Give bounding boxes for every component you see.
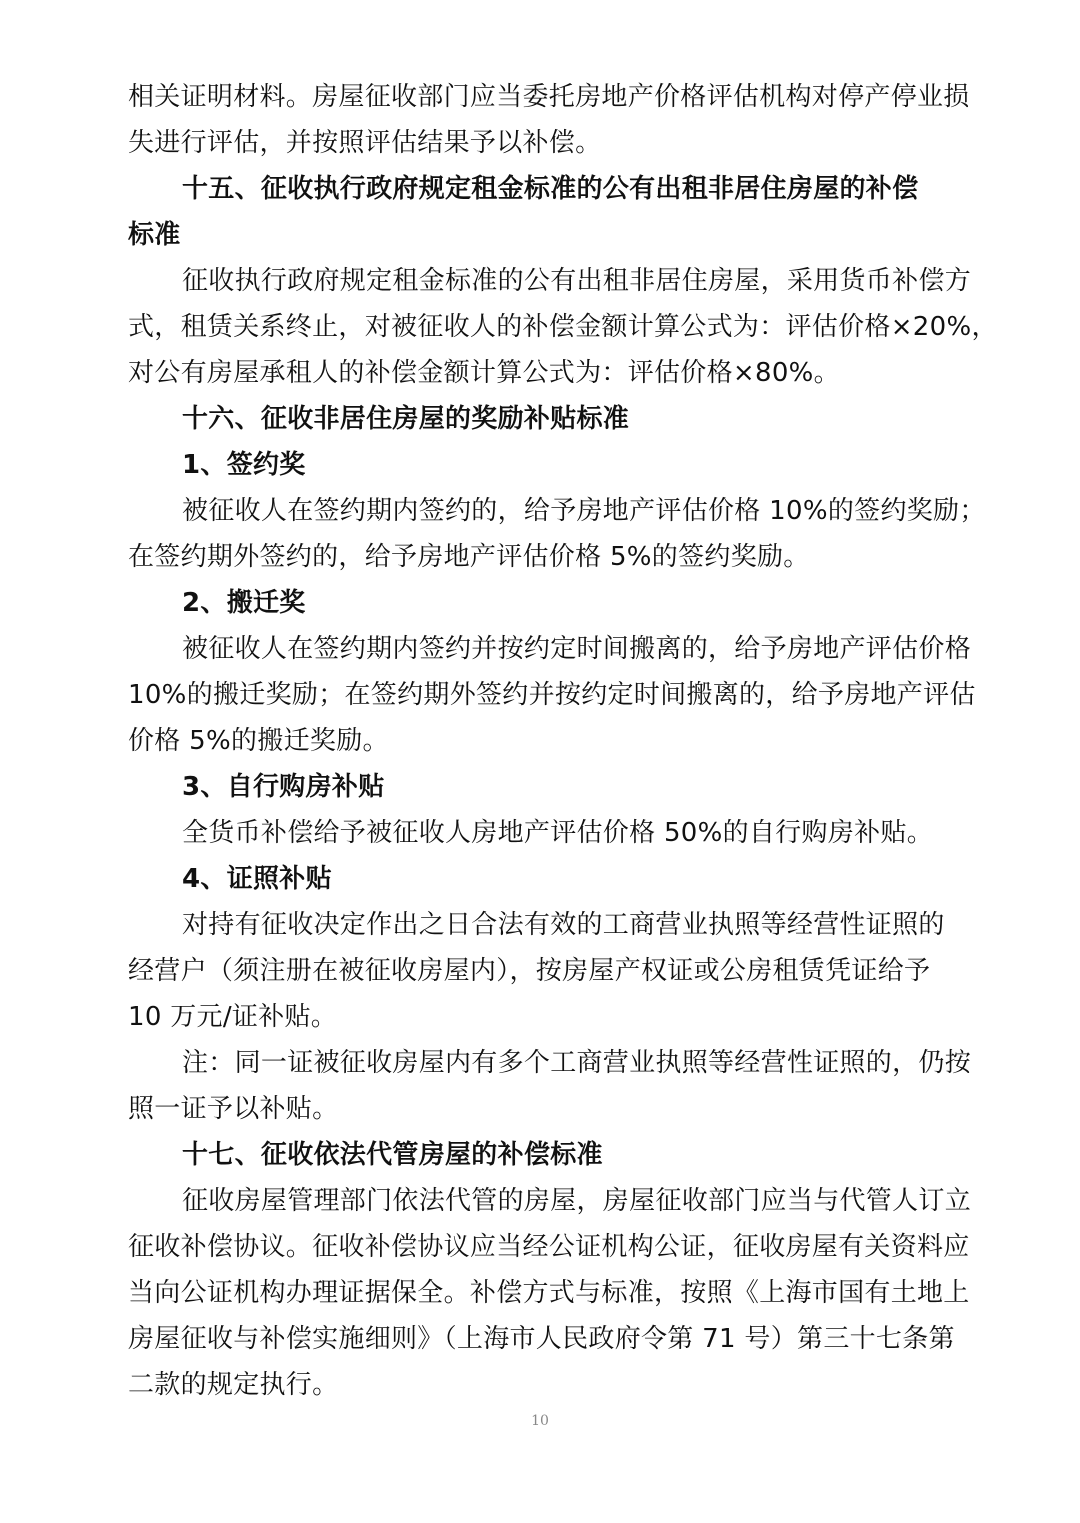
paragraph-start: 对持有征收决定作出之日合法有效的工商营业执照等经营性证照的 xyxy=(182,910,945,940)
subheading-signing-bonus: 1、签约奖 xyxy=(182,450,306,480)
subheading-license-subsidy: 4、证照补贴 xyxy=(182,864,332,894)
paragraph-start: 被征收人在签约期内签约并按约定时间搬离的，给予房地产评估价格 xyxy=(182,634,972,664)
body-line: 经营户（须注册在被征收房屋内），按房屋产权证或公房租赁凭证给予 xyxy=(128,956,931,986)
body-line: 对公有房屋承租人的补偿金额计算公式为：评估价格×80%。 xyxy=(128,358,840,388)
note-paragraph: 注：同一证被征收房屋内有多个工商营业执照等经营性证照的，仍按 xyxy=(182,1048,972,1078)
body-line: 房屋征收与补偿实施细则》（上海市人民政府令第 71 号）第三十七条第 xyxy=(128,1324,955,1354)
body-line: 式，租赁关系终止，对被征收人的补偿金额计算公式为：评估价格×20%， xyxy=(128,312,998,342)
paragraph-start: 征收执行政府规定租金标准的公有出租非居住房屋，采用货币补偿方 xyxy=(182,266,972,296)
section-heading-15: 十五、征收执行政府规定租金标准的公有出租非居住房屋的补偿 xyxy=(182,174,919,204)
body-line: 价格 5%的搬迁奖励。 xyxy=(128,726,389,756)
page-number: 10 xyxy=(531,1413,549,1429)
paragraph-start: 全货币补偿给予被征收人房地产评估价格 50%的自行购房补贴。 xyxy=(182,818,934,848)
body-line: 在签约期外签约的，给予房地产评估价格 5%的签约奖励。 xyxy=(128,542,810,572)
body-line: 二款的规定执行。 xyxy=(128,1370,339,1400)
body-line: 当向公证机构办理证据保全。补偿方式与标准，按照《上海市国有土地上 xyxy=(128,1278,970,1308)
body-line: 失进行评估，并按照评估结果予以补偿。 xyxy=(128,128,602,158)
paragraph-start: 被征收人在签约期内签约的，给予房地产评估价格 10%的签约奖励； xyxy=(182,496,986,526)
body-line: 征收补偿协议。征收补偿协议应当经公证机构公证，征收房屋有关资料应 xyxy=(128,1232,970,1262)
body-line: 照一证予以补贴。 xyxy=(128,1094,339,1124)
document-page xyxy=(128,74,998,1408)
section-heading-16: 十六、征收非居住房屋的奖励补贴标准 xyxy=(182,404,630,434)
paragraph-start: 征收房屋管理部门依法代管的房屋，房屋征收部门应当与代管人订立 xyxy=(182,1186,972,1216)
subheading-relocation-bonus: 2、搬迁奖 xyxy=(182,588,306,618)
section-heading-17: 十七、征收依法代管房屋的补偿标准 xyxy=(182,1140,603,1170)
section-heading-15-cont: 标准 xyxy=(128,220,181,250)
body-line: 10%的搬迁奖励；在签约期外签约并按约定时间搬离的，给予房地产评估 xyxy=(128,680,976,710)
body-line: 相关证明材料。房屋征收部门应当委托房地产价格评估机构对停产停业损 xyxy=(128,82,970,112)
body-line: 10 万元/证补贴。 xyxy=(128,1002,338,1032)
subheading-self-purchase-subsidy: 3、自行购房补贴 xyxy=(182,772,385,802)
